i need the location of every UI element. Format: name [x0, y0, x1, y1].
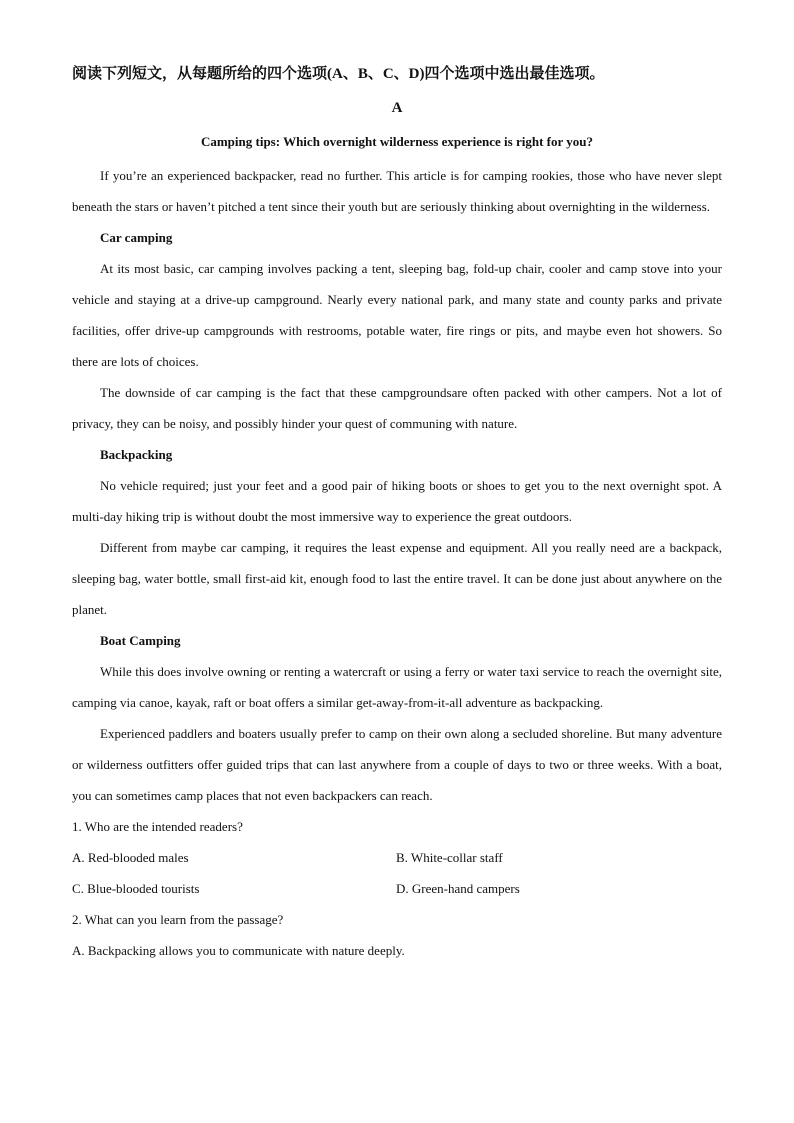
paragraph: At its most basic, car camping involves packing a tent, sleeping bag, fold-up chair, cooler and camp stove into your vehicle and staying at a drive-up campground. Nearly every national park, and many state and county parks and private facilities, offer drive-up campgrounds with restrooms, potable water, fire rings or pits, and maybe even hot showers. So there are lots of choices. — [72, 261, 722, 369]
option-a[interactable]: A. Backpacking allows you to communicate with nature deeply. — [72, 943, 405, 958]
question-1-options — [72, 842, 722, 904]
section-heading-boat-camping: Boat Camping — [100, 633, 181, 648]
intro-paragraph: If you’re an experienced backpacker, read no further. This article is for camping rookies, those who have never slept beneath the stars or haven’t pitched a tent since their youth but are seriously thinking about overnighting in the wilderness. — [72, 168, 722, 214]
option-b[interactable]: B. White-collar staff — [396, 850, 503, 865]
section-letter: A — [391, 100, 403, 116]
exam-page — [72, 62, 722, 966]
option-a[interactable]: A. Red-blooded males — [72, 850, 189, 865]
paragraph: Experienced paddlers and boaters usually prefer to camp on their own along a secluded shoreline. But many adventure or wilderness outfitters offer guided trips that can last anywhere from a couple of days to two or three weeks. With a boat, you can sometimes camp places that not even backpackers can reach. — [72, 726, 722, 803]
option-c[interactable]: C. Blue-blooded tourists — [72, 881, 200, 896]
section-heading-car-camping: Car camping — [100, 230, 173, 245]
paragraph: The downside of car camping is the fact that these campgroundsare often packed with other campers. Not a lot of privacy, they can be noisy, and possibly hinder your quest of communing with nature. — [72, 385, 722, 431]
question-2-stem: 2. What can you learn from the passage? — [72, 912, 284, 927]
option-d[interactable]: D. Green-hand campers — [396, 881, 520, 896]
paragraph: Different from maybe car camping, it requires the least expense and equipment. All you really need are a backpack, sleeping bag, water bottle, small first-aid kit, enough food to last the entire travel. It can be done just about anywhere on the planet. — [72, 540, 722, 617]
section-heading-backpacking: Backpacking — [100, 447, 173, 462]
paragraph: No vehicle required; just your feet and a good pair of hiking boots or shoes to get you to the next overnight spot. A multi-day hiking trip is without doubt the most immersive way to experience the great outdoors. — [72, 478, 722, 524]
instructions: 阅读下列短文，从每题所给的四个选项(A、B、C、D)四个选项中选出最佳选项。 — [72, 66, 605, 82]
paragraph: While this does involve owning or renting a watercraft or using a ferry or water taxi service to reach the overnight site, camping via canoe, kayak, raft or boat offers a similar get-away-from-it-all adventure as backpacking. — [72, 664, 722, 710]
article-title: Camping tips: Which overnight wilderness experience is right for you? — [200, 134, 594, 149]
question-1-stem: 1. Who are the intended readers? — [72, 819, 243, 834]
